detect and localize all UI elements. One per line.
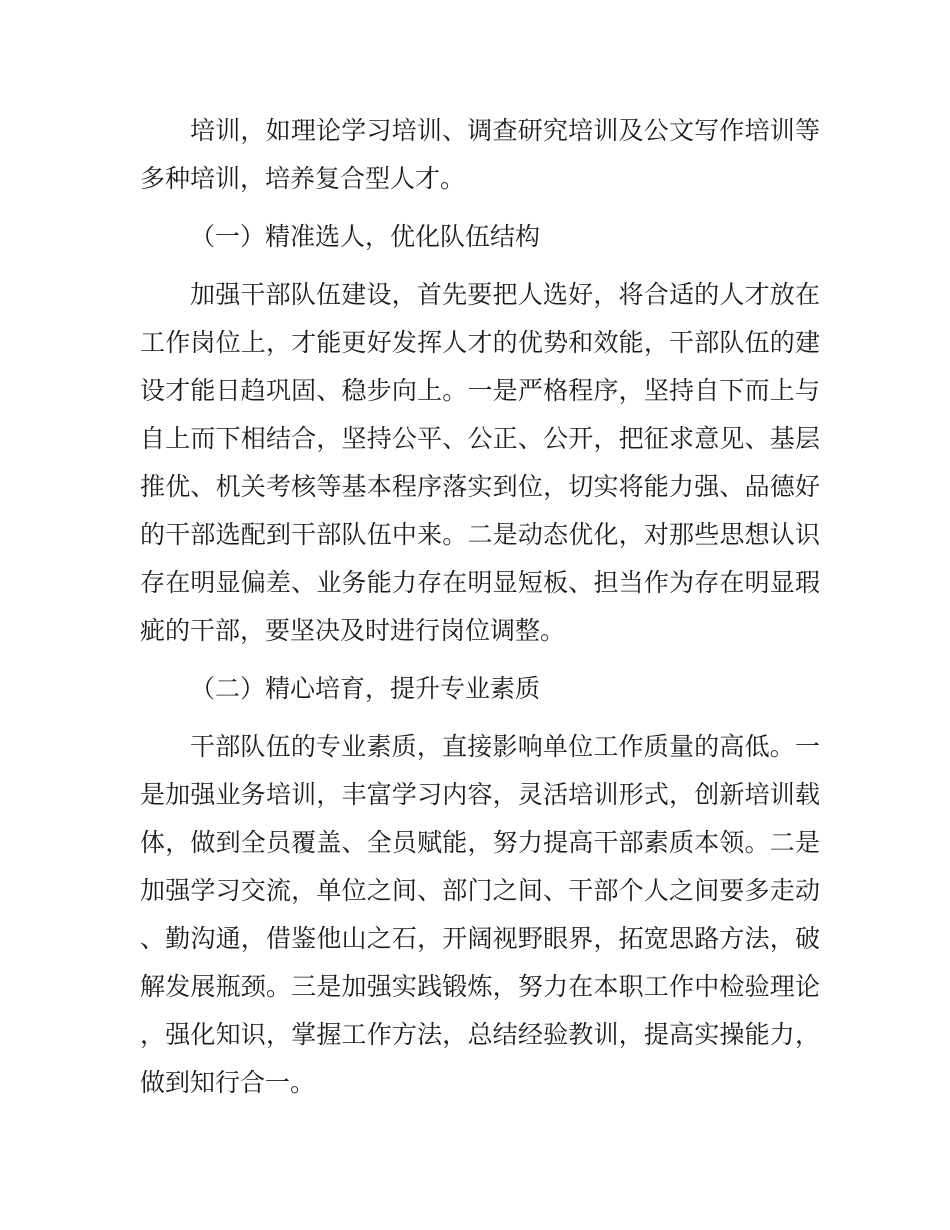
body-paragraph-3: 干部队伍的专业素质，直接影响单位工作质量的高低。一是加强业务培训，丰富学习内容，灵活培训形式，创新培训载体，做到全员覆盖、全员赋能，努力提高干部素质本领。二是加强学习交流，单位之间、部门之间、干部个人之间要多走动、勤沟通，借鉴他山之石，开阔视野眼界，拓宽思路方法，破解发展瓶颈。三是加强实践锻炼，努力在本职工作中检验理论，强化知识，掌握工作方法，总结经验教训，提高实操能力，做到知行合一。 xyxy=(140,732,820,1097)
body-paragraph-1: 培训，如理论学习培训、调查研究培训及公文写作培训等多种培训，培养复合型人才。 xyxy=(140,116,820,193)
body-paragraph-2: 加强干部队伍建设，首先要把人选好，将合适的人才放在工作岗位上，才能更好发挥人才的优势和效能，干部队伍的建设才能日趋巩固、稳步向上。一是严格程序，坚持自下而上与自上而下相结合，坚持公平、公正、公开，把征求意见、基层推优、机关考核等基本程序落实到位，切实将能力强、品德好的干部选配到干部队伍中来。二是动态优化，对那些思想认识存在明显偏差、业务能力存在明显短板、担当作为存在明显瑕疵的干部，要坚决及时进行岗位调整。 xyxy=(140,280,820,645)
document-body xyxy=(140,107,820,1117)
section-heading-1: （一）精准选人，优化队伍结构 xyxy=(190,222,541,251)
section-heading-2: （二）精心培育，提升专业素质 xyxy=(190,674,541,703)
